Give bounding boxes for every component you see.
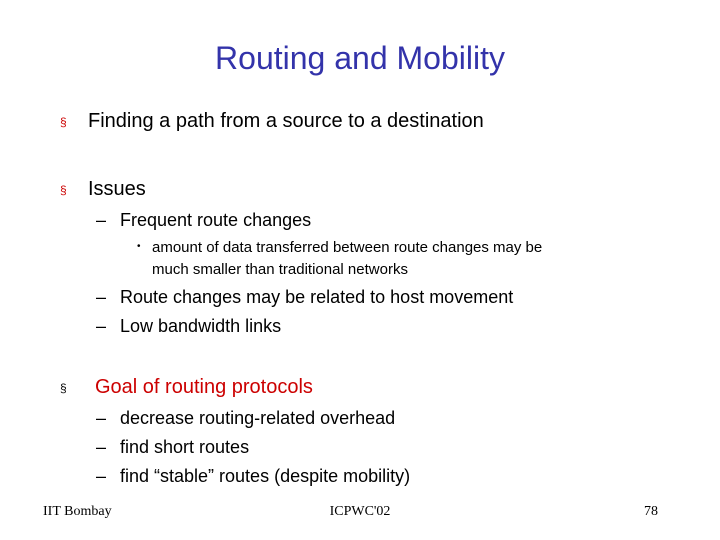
dash-bullet-icon: – bbox=[96, 210, 107, 230]
sub-bullet-low-bandwidth: Low bandwidth links bbox=[120, 316, 282, 336]
square-bullet-icon: § bbox=[60, 381, 67, 395]
goal-item-stable-routes: find “stable” routes (despite mobility) bbox=[120, 466, 411, 486]
dash-bullet-icon: – bbox=[96, 466, 107, 486]
bullet-issues: Issues bbox=[88, 178, 146, 200]
sub-bullet-host-movement: Route changes may be related to host movement bbox=[120, 287, 514, 307]
square-bullet-icon: § bbox=[60, 115, 67, 129]
detail-line-2: much smaller than traditional networks bbox=[152, 261, 408, 278]
goal-item-overhead: decrease routing-related overhead bbox=[120, 408, 396, 428]
dash-bullet-icon: – bbox=[96, 408, 107, 428]
dash-bullet-icon: – bbox=[96, 287, 107, 307]
detail-line-1: amount of data transferred between route changes may be bbox=[152, 239, 543, 256]
footer-institution: IIT Bombay bbox=[43, 504, 112, 519]
dot-bullet-icon: • bbox=[137, 241, 141, 252]
footer-slide-number: 78 bbox=[644, 504, 658, 519]
dash-bullet-icon: – bbox=[96, 316, 107, 336]
bullet-goal-of-routing: Goal of routing protocols bbox=[95, 376, 313, 398]
bullet-finding-path: Finding a path from a source to a destination bbox=[88, 110, 484, 132]
square-bullet-icon: § bbox=[60, 183, 67, 197]
sub-bullet-frequent-route-changes: Frequent route changes bbox=[120, 210, 312, 230]
slide-title: Routing and Mobility bbox=[215, 40, 505, 76]
footer-conference: ICPWC'02 bbox=[329, 504, 391, 519]
goal-item-short-routes: find short routes bbox=[120, 437, 250, 457]
dash-bullet-icon: – bbox=[96, 437, 107, 457]
